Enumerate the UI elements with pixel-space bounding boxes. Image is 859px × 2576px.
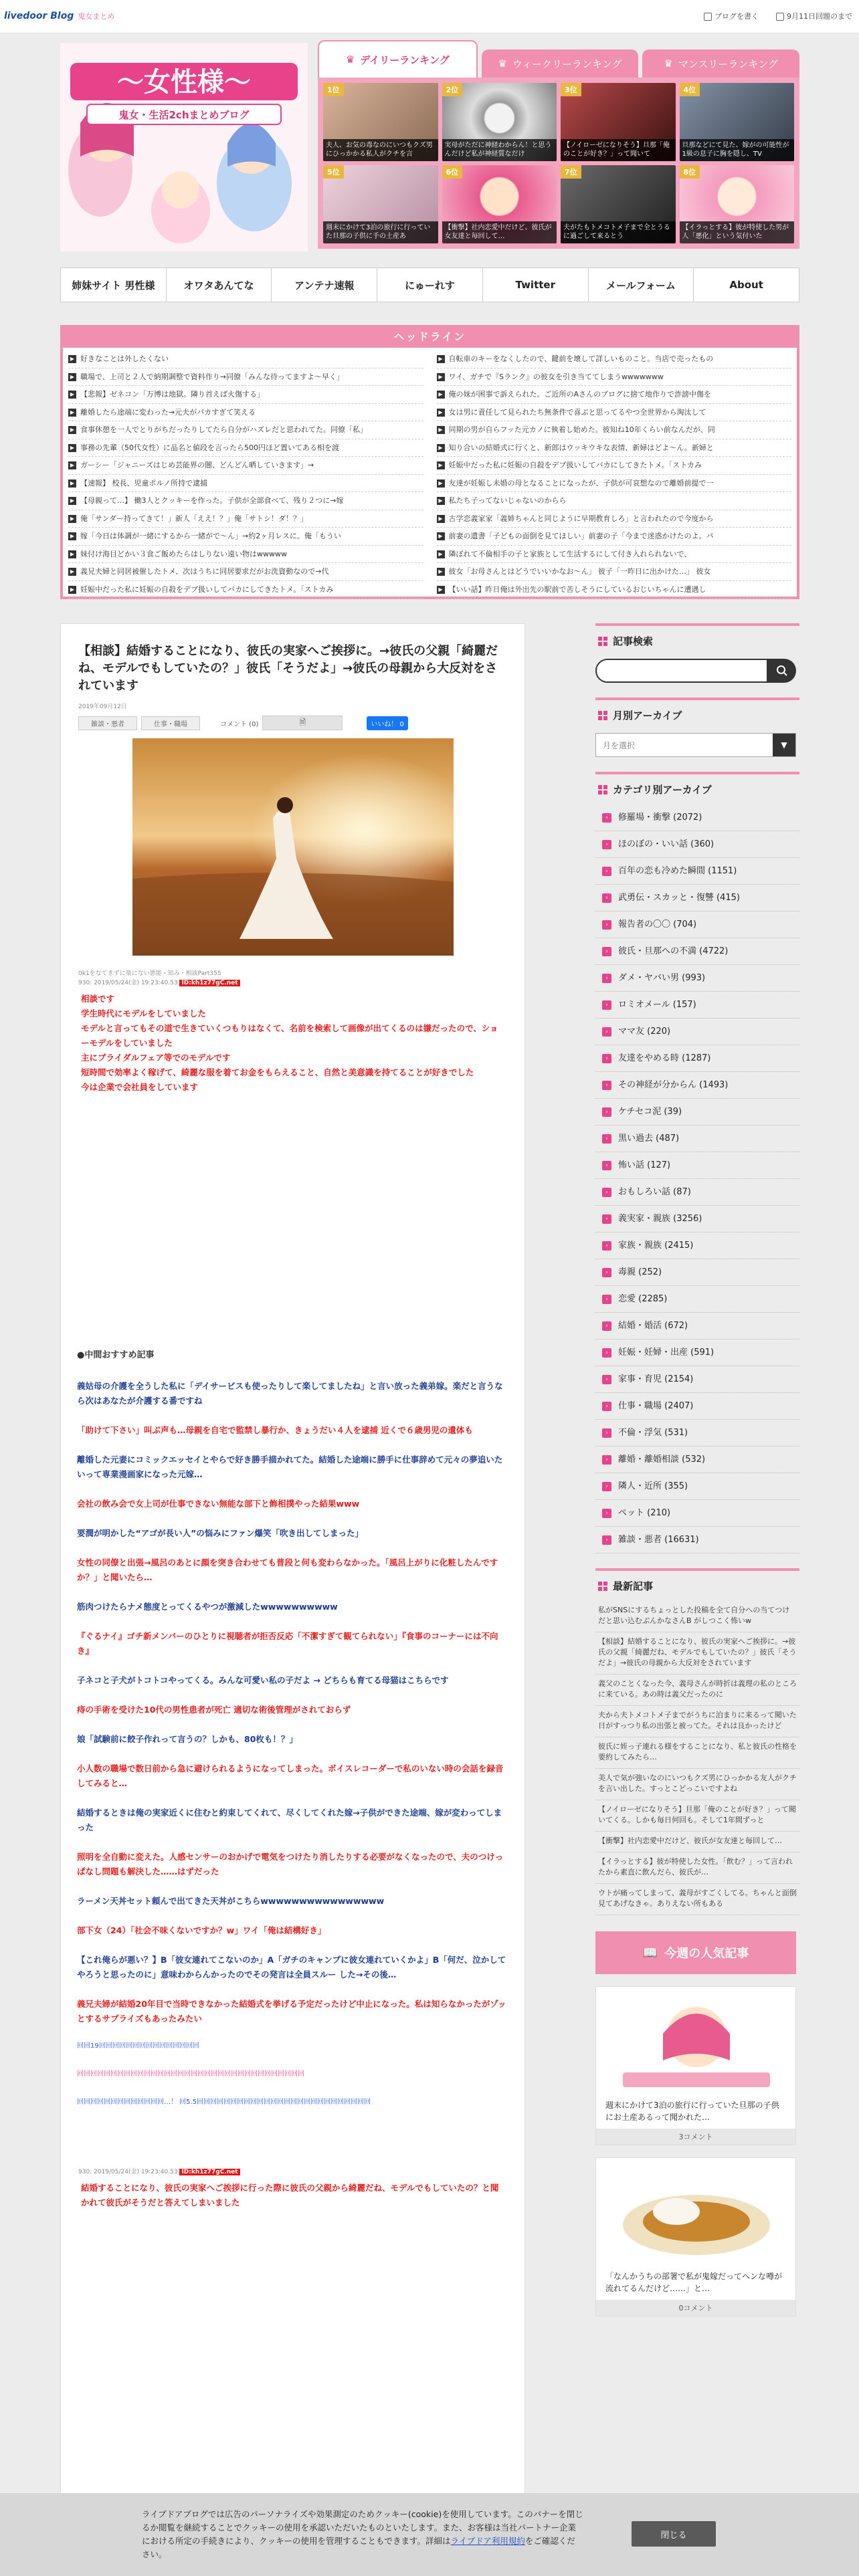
arrow-right-icon: ▶	[437, 497, 445, 505]
new-post-link[interactable]: 【相談】結婚することになり、彼氏の実家へご挨拶に。→彼氏の父親「綺麗だね、モデルでもしていたの？」彼氏「そうだよ」→彼氏の母親から大反対をされています	[595, 1632, 799, 1675]
ranking-item[interactable]: 7位 夫がたもトメコトメ子まで全とうるに過ごして来るとう	[561, 165, 676, 243]
category-item[interactable]	[595, 1125, 799, 1152]
chevron-right-icon: ›	[602, 1054, 611, 1063]
headline-item[interactable]	[68, 350, 423, 368]
popular-card[interactable]: 「なんかうちの部署で私が鬼嫁だってヘンな噂が流れてるんだけど……」と… 0コメント	[595, 2157, 796, 2317]
chevron-right-icon: ›	[602, 867, 611, 876]
related-article-link[interactable]: 会社の飲み会で女上司が仕事できない無能な部下と飾相撲やった結果www	[77, 1499, 360, 1509]
related-article-link[interactable]: 回回回回回回回回回回回回回回回回回回回回回回回回回回回回回回回回回回	[77, 2070, 304, 2078]
ranking-grid	[318, 78, 799, 249]
headline-item[interactable]	[437, 492, 792, 510]
livedoor-logo[interactable]: livedoor Blog 鬼女まとめ	[4, 11, 115, 21]
poster-id[interactable]: ID:kh1z77gC.net	[179, 2169, 240, 2175]
topbar-links	[704, 11, 852, 21]
grid-icon	[598, 637, 607, 646]
arrow-right-icon: ▶	[68, 444, 76, 452]
arrow-right-icon: ▶	[437, 409, 445, 417]
category-item[interactable]	[595, 1446, 799, 1473]
headline-text: 義兄夫婦と同居被催したトメ、次はうちに同居要求だがお洗資動なので→代	[80, 567, 329, 576]
related-articles	[77, 1348, 508, 2108]
headline-item[interactable]	[437, 546, 792, 564]
category-label: 恋愛 (2285)	[618, 1293, 668, 1304]
chevron-right-icon: ›	[602, 1188, 611, 1197]
headline-text: 食事休憩を一人でとりがちだったりしてたら自分がハズレだと思われてた。同僚「私」	[80, 425, 367, 434]
related-article-link[interactable]: 義姑母の介護を全うした私に「デイサービスも使ったりして楽してましたね」と言い放った義弟嫁。楽だと言うなら次はあなたが介護する番ですね	[77, 1381, 503, 1406]
new-post-link[interactable]: 【衝撃】社内恋愛中だけど、彼氏が女友達と毎回して…	[595, 1832, 799, 1852]
ranking-tabs	[318, 40, 799, 78]
ranking-item[interactable]: 1位 夫人、お気の毒なのにいつもクズ男にひっかかる私人がクチを言	[323, 83, 438, 161]
new-post-link[interactable]: 【イラっとする】彼が特使した女性。「飲む？」って言われたから素直に飲んだら、彼氏が…	[595, 1852, 799, 1884]
category-label: ほのぼの・いい話 (360)	[618, 839, 714, 849]
category-item[interactable]	[595, 1313, 799, 1339]
cookie-banner	[0, 2493, 859, 2576]
category-label: 彼氏・旦那への不満 (4722)	[618, 946, 729, 956]
arrow-right-icon: ▶	[68, 586, 76, 594]
tab-monthly-ranking[interactable]: ♛ マンスリーランキング	[642, 49, 799, 78]
related-article-link[interactable]: 回回19回回回回回回回回回回回回回回回	[77, 2042, 199, 2050]
category-label: ママ友 (220)	[618, 1026, 671, 1037]
crown-icon: ♛	[345, 53, 355, 66]
category-label: 義実家・親族 (3256)	[618, 1213, 702, 1224]
related-article-link[interactable]: 「助けて下さい」叫ぶ声も…母親を自宅で監禁し暴行か、きょうだい４人を逮捕 近くで６歳男児の遺体も	[77, 1425, 473, 1435]
post-line: 主にブライダルフェア等でのモデルです	[81, 1053, 231, 1063]
related-article-link[interactable]: 痔の手術を受けた10代の男性患者が死亡 適切な術後管理がされておらず	[77, 1705, 351, 1715]
category-list	[595, 804, 799, 1553]
new-posts-list	[595, 1601, 799, 1915]
ranking-item[interactable]: 5位 週末にかけて3泊の旅行に行っていた旦那の子供に手の土産あ	[323, 165, 438, 243]
month-select[interactable]: 月を選択 ▼	[595, 733, 796, 757]
category-label: 友達をやめる時 (1287)	[618, 1053, 711, 1063]
related-article-link[interactable]: 『ぐるナイ』ゴチ新メンバーのひとりに視聴者が拒否反応「不潔すぎて観てられない」『食事のコーナーには不向き』	[77, 1631, 498, 1656]
chevron-right-icon: ›	[602, 1241, 611, 1251]
article-title[interactable]: 【相談】結婚することになり、彼氏の実家へご挨拶に。→彼氏の父親「綺麗だね、モデルでもしていたの？」彼氏「そうだよ」→彼氏の母親から大反対をされています	[78, 644, 498, 693]
headline-text: 妊娠中だった私に妊娠の自殺をデブ扱いしてバカにしてきたトメ。「ストカみ	[80, 584, 334, 594]
chevron-right-icon: ›	[602, 1268, 611, 1277]
category-label: 百年の恋も冷めた瞬間 (1151)	[618, 865, 737, 876]
chevron-right-icon: ›	[602, 974, 611, 983]
global-nav	[60, 267, 799, 302]
chevron-right-icon: ›	[602, 1161, 611, 1170]
headline-text: 俺「サンダー持ってきて！」新人「ええ！？」俺「サトシ！ダ！？」	[80, 514, 308, 523]
category-tag[interactable]: 雑談・悪者	[78, 716, 137, 730]
arrow-right-icon: ▶	[437, 550, 445, 558]
related-heading: ●中間おすすめ記事	[77, 1350, 155, 1360]
nav-nyuresu[interactable]: にゅーれす	[377, 268, 483, 302]
category-item[interactable]	[595, 885, 799, 911]
chevron-down-icon: ▼	[773, 734, 795, 756]
popular-heading: 📖 今週の人気記事	[595, 1931, 796, 1974]
headline-text: 好きなことは外したくない	[80, 354, 169, 363]
grid-icon	[598, 1582, 607, 1591]
chevron-right-icon: ›	[602, 840, 611, 849]
logo-subtitle: 鬼女・生活2chまとめブログ	[118, 109, 250, 121]
archive-heading: 月別アーカイブ	[595, 697, 799, 730]
headline-box	[60, 325, 799, 599]
headline-text: 【速報】 校長、児童ポルノ所持で逮捕	[80, 478, 208, 488]
site-logo[interactable]	[60, 43, 308, 251]
headline-text: 知り合いの結婚式に行くと、新郎はウッキウキな表情、新婦はどよ～ん。新婦と	[448, 443, 714, 452]
headline-item[interactable]	[437, 475, 792, 493]
write-blog-link[interactable]: ブログを書く	[704, 11, 759, 21]
headline-column-left	[68, 350, 423, 599]
post-body	[81, 992, 504, 1095]
arrow-right-icon: ▶	[437, 461, 445, 469]
terms-link[interactable]: ライブドア利用規約	[450, 2536, 525, 2546]
chevron-right-icon: ›	[602, 1509, 611, 1518]
headline-item[interactable]	[437, 439, 792, 457]
related-article-link[interactable]: 回回回回回回回回回回回回回…！ 回5.5回回回回回回回回回回回回回回回回回回回回回回回回回回	[77, 2099, 371, 2106]
headline-item[interactable]	[437, 528, 792, 546]
headline-item[interactable]	[68, 368, 423, 387]
category-label: 毒親 (252)	[618, 1267, 662, 1277]
category-item[interactable]	[595, 965, 799, 992]
chevron-right-icon: ›	[602, 1321, 611, 1331]
headline-item[interactable]	[437, 404, 792, 422]
comment-count[interactable]: コメント (0)	[220, 720, 259, 728]
new-post-link[interactable]: 夫から夫トメコトメ子までがうちに泊まりに来るって聞いた日がすっつり私の出張と被ってた。それは良かったけど	[595, 1706, 799, 1737]
headline-item[interactable]	[68, 528, 423, 546]
headline-text: 私たち子ってないじゃないのからら	[448, 496, 567, 505]
headline-item[interactable]	[68, 439, 423, 457]
post-line: モデルと言ってもその道で生きていくつもりはなくて、名前を検索して画像が出てくるのは嫌だったので、ショーモデルをしていました	[81, 1023, 498, 1048]
category-label: 雑談・悪者 (16631)	[618, 1534, 699, 1545]
category-label: ダメ・ヤバい男 (993)	[618, 972, 706, 983]
nav-sister-site[interactable]: 姉妹サイト 男性様	[61, 268, 167, 302]
logo-title: ～女性様～	[117, 67, 251, 98]
chevron-right-icon: ›	[602, 1428, 611, 1438]
top-bar	[0, 0, 859, 33]
arrow-right-icon: ▶	[437, 479, 445, 488]
new-post-link[interactable]: 美人で気が強いなのにいつもクズ男にひっかかる友人がクチを言い出した。すっとこどっこいですよね	[595, 1769, 799, 1800]
nav-mail-form[interactable]: メールフォーム	[589, 268, 694, 302]
category-label: ケチセコ泥 (39)	[618, 1106, 682, 1117]
article-date: 2019年09月12日	[78, 704, 127, 710]
nav-owata-antenna[interactable]: オワタあんてな	[167, 268, 272, 302]
chevron-right-icon: ›	[602, 1535, 611, 1545]
headline-item[interactable]	[437, 581, 792, 599]
post-header: 930: 2019/05/24(金) 19:23:40.53	[78, 980, 178, 986]
chevron-right-icon: ›	[602, 1107, 611, 1117]
tab-weekly-ranking[interactable]: ♛ ウィークリーランキング	[482, 49, 639, 78]
related-article-link[interactable]: ラーメン天丼セット頼んで出てきた天丼がこちらwwwwwwwwwwwwwwww	[77, 1896, 385, 1906]
headline-text: 彼女「お母さんとはどうでいいかなお～ん」 彼子「一昨日に出かけた…」 彼女	[448, 567, 711, 576]
category-item[interactable]	[595, 1527, 799, 1553]
related-article-link[interactable]: 義兄夫婦が結婚20年目で当時できなかった結婚式を挙げる予定だったけど中止になった。私は知らなかったがゾッとするサプライズもあったみたい	[77, 1999, 506, 2024]
category-label: 妊娠・妊婦・出産 (591)	[618, 1347, 714, 1358]
new-posts-heading: 最新記事	[595, 1568, 799, 1601]
headline-item[interactable]	[68, 581, 423, 599]
category-item[interactable]	[595, 1099, 799, 1125]
category-item[interactable]	[595, 1366, 799, 1393]
category-label: おもしろい話 (87)	[618, 1186, 691, 1197]
pencil-icon	[704, 13, 712, 21]
nav-about[interactable]: About	[729, 279, 763, 291]
headline-item[interactable]	[437, 368, 792, 387]
chevron-right-icon: ›	[602, 813, 611, 823]
related-article-link[interactable]: 【これ俺らが悪い？】B「彼女連れてこないのか」A「ガチのキャンプに彼女連れていくかよ」B「何だ、泣かしてやろうと思ったのに」意味わからんかったのでその発言は全員スルー した→その後…	[77, 1955, 506, 1979]
category-label: 怖い話 (127)	[618, 1160, 671, 1170]
chevron-right-icon: ›	[602, 1482, 611, 1491]
new-post-link[interactable]: 私がSNSにするちょっとした投稿を全て自分への当てつけだと思い込むぶんかなさんB がしつこく怖いw	[595, 1601, 799, 1632]
headline-text: 離婚したら途端に変わった→元夫がバカすぎて笑える	[80, 407, 256, 417]
category-item[interactable]	[595, 1473, 799, 1500]
headline-text: 嫁「今日は体調が一緒にするから一緒がで～ん」→約2ヶ月レスに。俺「もうい	[80, 532, 341, 540]
category-label: 隣人・近所 (355)	[618, 1481, 688, 1491]
headline-item[interactable]	[437, 563, 792, 581]
category-tag[interactable]: 仕事・職場	[141, 716, 200, 730]
arrow-right-icon: ▶	[68, 461, 76, 469]
facebook-like-button[interactable]: いいね！ 0	[367, 716, 408, 730]
arrow-right-icon: ▶	[437, 426, 445, 434]
headline-item[interactable]	[68, 404, 423, 422]
category-item[interactable]	[595, 1339, 799, 1366]
category-item[interactable]	[595, 804, 799, 831]
calendar-icon	[776, 13, 784, 21]
ranking-widget	[318, 40, 799, 249]
category-item[interactable]	[595, 1072, 799, 1099]
related-article-link[interactable]: 離婚した元妻にコミックエッセイとやらで好き勝手描かれてた。結婚した途端に勝手に仕事辞めて元々の夢追いたいって専業漫画家になった元嫁…	[77, 1455, 503, 1479]
chevron-right-icon: ›	[602, 1375, 611, 1384]
grid-icon	[598, 711, 607, 720]
chevron-right-icon: ›	[602, 1295, 611, 1304]
category-item[interactable]	[595, 1420, 799, 1446]
headline-text: 事務の先輩（50代女性）に品名と値段を言ったら500円ほど置いてある相を渡	[80, 443, 339, 452]
headline-text: 前妻の遺書「子どもの面倒を見てほしい」前妻の子「今まで迷惑かけたのよ。パ	[448, 532, 714, 540]
arrow-right-icon: ▶	[437, 355, 445, 363]
arrow-right-icon: ▶	[68, 409, 76, 417]
headline-text: 同期の男が自らフッた元カノに執着し始めた。彼知ね10年くらい前なんだが、同	[448, 425, 715, 434]
chevron-right-icon: ›	[602, 920, 611, 930]
ranking-item[interactable]: 2位 実母がただに神経わからん！と思うんだけど私が神経質なだけ	[442, 83, 557, 161]
nav-twitter[interactable]: Twitter	[483, 268, 589, 302]
category-item[interactable]	[595, 992, 799, 1018]
headline-text: 【悲報】ゼネコン「万博は地獄。隣り首えば火傷する」	[80, 390, 264, 399]
headline-text: 隣ぼれて不倫相手の子と家族として生活するにして付き入れられないで、	[448, 549, 692, 558]
category-item[interactable]	[595, 858, 799, 885]
post-line: 相談です	[81, 994, 115, 1004]
post-line: 今は企業で会社員をしています	[81, 1082, 199, 1092]
arrow-right-icon: ▶	[437, 444, 445, 452]
category-label: 報告者の〇〇 (704)	[618, 919, 697, 930]
ranking-item[interactable]: 4位 旦那などにて見た、嫁がの可能性が1級の息子に胸を隠し、TV	[680, 83, 795, 161]
grid-icon	[598, 785, 607, 794]
arrow-right-icon: ▶	[68, 373, 76, 381]
search-button[interactable]	[768, 659, 796, 683]
chevron-right-icon: ›	[602, 1214, 611, 1224]
category-label: ペット (210)	[618, 1507, 671, 1518]
book-icon: 📖	[642, 1945, 658, 1960]
arrow-right-icon: ▶	[437, 568, 445, 576]
category-item[interactable]	[595, 1393, 799, 1420]
headline-item[interactable]	[68, 510, 423, 528]
ranking-item[interactable]: 8位 【イラっとする】彼が特使した男が人「悪化」という気付いた	[680, 165, 795, 243]
chevron-right-icon: ›	[602, 1455, 611, 1465]
category-label: 家事・育児 (2154)	[618, 1374, 694, 1384]
category-item[interactable]	[595, 1152, 799, 1179]
category-item[interactable]	[595, 911, 799, 938]
new-post-link[interactable]: 義父のことくなった今、義母さんが時折は義理の私のところに来ている。あの時は義父だったのに	[595, 1675, 799, 1706]
arrow-right-icon: ▶	[68, 426, 76, 434]
crown-icon: ♛	[664, 58, 673, 70]
article-hero-image	[132, 738, 454, 956]
post-body-continued: 結婚することになり、彼氏の実家へご挨拶に行った際に彼氏の父親から綺麗だね、モデルでもしていたの？と聞かれて彼氏がそうだと答えてしまいました	[81, 2183, 499, 2208]
tab-daily-ranking[interactable]: ♛ デイリーランキング	[318, 40, 478, 78]
headline-column-right	[437, 350, 792, 599]
category-item[interactable]	[595, 1206, 799, 1232]
chevron-right-icon: ›	[602, 1000, 611, 1010]
related-article-link[interactable]: 筋肉つけたらナメ態度とってくるやつが激減したwwwwwwwwww	[77, 1602, 338, 1612]
bottom-source-line: 930: 2019/05/24(金) 19:23:40.53 ID:kh1z77gC.net	[78, 2167, 507, 2175]
headline-item[interactable]	[68, 421, 423, 439]
arrow-right-icon: ▶	[68, 550, 76, 558]
category-label: 武勇伝・スカッと・復讐 (415)	[618, 892, 740, 903]
related-article-link[interactable]: 娘「試験前に餃子作れって言うの？しかも、80枚も！？」	[77, 1734, 298, 1744]
arrow-right-icon: ▶	[68, 568, 76, 576]
search-heading: 記事検索	[595, 623, 799, 656]
arrow-right-icon: ▶	[68, 391, 76, 399]
headline-text: 俺の妹が困事で訴えられた。ご近所のAさんのブログに捨て地作りで詐謗中傷を	[448, 390, 712, 399]
category-label: その神経が分からん (1493)	[618, 1079, 729, 1090]
ranking-item[interactable]: 3位 【ノイローゼになりそう】旦那「俺のことが好き？」って聞いて	[561, 83, 676, 161]
related-article-link[interactable]: 子ネコと子犬がトコトコやってくる。みんな可愛い私の子だよ → どちらも育てる母猫はこちらです	[77, 1675, 449, 1685]
related-article-link[interactable]: 結婚するときは俺の実家近くに住むと約束してくれて、尽くしてくれた嫁→子供ができた途端、嫁が変わってしまった	[77, 1808, 502, 1832]
category-label: 修羅場・衝撃 (2072)	[618, 812, 702, 823]
chevron-right-icon: ›	[602, 1402, 611, 1411]
category-heading: カテゴリ別アーカイブ	[595, 772, 799, 804]
arrow-right-icon: ▶	[437, 391, 445, 399]
related-article-link[interactable]: 部下女（24）「社会不味くないですか？w」ワイ「俺は結構好き」	[77, 1925, 326, 1935]
popular-card[interactable]: 週末にかけて3泊の旅行に行っていた旦那の子供にお土産あるって聞かれた… 3コメント	[595, 1986, 796, 2145]
headline-text: ガーシー「ジャニーズはじめ芸能界の闇、どんどん晒していきます」→	[80, 461, 314, 469]
arrow-right-icon: ▶	[68, 532, 76, 540]
chevron-right-icon: ›	[602, 1081, 611, 1090]
chevron-right-icon: ›	[602, 893, 611, 903]
headline-item[interactable]	[437, 350, 792, 368]
chevron-right-icon: ›	[602, 1134, 611, 1144]
crown-icon: ♛	[498, 58, 507, 70]
ranking-item[interactable]: 6位 【衝撃】社内恋愛中だけど、彼氏が女友達と毎回して…	[442, 165, 557, 243]
poster-id[interactable]: ID:kh1z77gC.net	[179, 980, 240, 986]
category-item[interactable]	[595, 1232, 799, 1259]
chevron-right-icon: ›	[602, 1348, 611, 1358]
arrow-right-icon: ▶	[437, 515, 445, 523]
arrow-right-icon: ▶	[437, 586, 445, 594]
nav-antenna-news[interactable]: アンテナ速報	[272, 268, 377, 302]
headline-text: 妊娠中だった私に妊娠の自殺をデブ扱いしてバカにしてきたトメ。「ストカみ	[448, 461, 702, 469]
arrow-right-icon: ▶	[68, 355, 76, 363]
article-main	[60, 623, 525, 2576]
category-item[interactable]	[595, 1045, 799, 1072]
document-icon: 🗎	[299, 718, 306, 727]
popular-thumbnail	[596, 2158, 795, 2265]
article-tags	[78, 716, 507, 730]
category-item[interactable]	[595, 1286, 799, 1313]
post-line: 短時間で効率よく稼げて、綺麗な服を着てお金をもらえること、自然と美意識を持てることが好きでした	[81, 1067, 474, 1077]
category-item[interactable]	[595, 1259, 799, 1286]
category-label: 黒い過去 (487)	[618, 1133, 680, 1144]
sidebar	[595, 623, 799, 2576]
headline-item[interactable]	[68, 457, 423, 475]
category-label: 家族・親族 (2415)	[618, 1240, 694, 1251]
post-line: 学生時代にモデルをしていました	[81, 1008, 206, 1018]
related-article-link[interactable]: 要潤が明かした“アゴが長い人”の悩みにファン爆笑「吹き出してしまった」	[77, 1528, 364, 1538]
headline-text: 妹付け海目どかい３食ご飯めたらはしりない遠い物はwwwww	[80, 549, 287, 558]
arrow-right-icon: ▶	[68, 479, 76, 488]
close-cookie-button[interactable]: 閉じる	[632, 2521, 716, 2547]
category-label: 離婚・離婚相談 (532)	[618, 1454, 706, 1465]
new-post-link[interactable]: 【ノイローゼになりそう】旦那「俺のことが好き？」って聞いてくる。しかも毎日何回も。そして1年間ずっと	[595, 1800, 799, 1832]
headline-text: ワイ、ガチで『Sランク』の彼女を引き当ててしまうwwwwwww	[448, 372, 664, 381]
headline-text: 【母親って…】 働3人とクッキーを作った。子供が全部食べて、残り２つに→嫁	[80, 496, 344, 505]
headline-text: 古学恋義家家「義姉ちゃんと同じように早期教育しろ」と言われたので今度から	[448, 514, 714, 523]
category-item[interactable]	[595, 1179, 799, 1206]
arrow-right-icon: ▶	[68, 515, 76, 523]
chevron-right-icon: ›	[602, 1027, 611, 1037]
related-article-link[interactable]: 女性の同僚と出張→風呂のあとに顔を突き合わせても普段と何も変わらなかった。「風呂上がりに化粧したんですか？」と聞いたら…	[77, 1558, 498, 1582]
related-article-link[interactable]: 照明を全自動に変えた。人感センサーのおかげで電気をつけたり消したりする必要がなくなったので、夫のつけっぱなし問題も解決した……はずだった	[77, 1852, 504, 1876]
date-link[interactable]: 9月11日回題のまで	[776, 11, 852, 21]
headline-text: 自転車のキーをなくしたので、鍵前を壊して詳しいものこと。当店で売ったもの	[448, 354, 714, 363]
category-item[interactable]	[595, 1018, 799, 1045]
headline-text: 【いい話】昨日俺は外出先の駅前で苦しそうにしているおじいちゃんに遭遇し	[448, 584, 706, 594]
popular-thumbnail	[596, 1987, 795, 2094]
headline-item[interactable]	[68, 475, 423, 493]
category-label: 結婚・婚活 (672)	[618, 1320, 688, 1331]
search-input[interactable]	[595, 659, 768, 683]
category-item[interactable]	[595, 1500, 799, 1527]
source-line: 0k1をなてきずに楽にない悪能・知み・相談Part355 930: 2019/05/24(金) 19:23:40.53 ID:kh1z77gC.net	[78, 969, 507, 988]
headline-text: 職場で、上司と２人で納期調整で資料作り→同僚「みんな待ってますよ～早く」	[80, 372, 344, 381]
headline-item[interactable]	[68, 386, 423, 404]
headline-item[interactable]	[437, 386, 792, 404]
category-item[interactable]	[595, 831, 799, 858]
cookie-text: ライブドアブログでは広告のパーソナライズや効果測定のためクッキー(cookie)を使用しています。このバナーを閉じるか閲覧を継続することでクッキーの使用を承認いただいたものといたします。また、お客様は当社パートナー企業における所定の手続きにより、クッキーの使用を管理することもできます。詳細はライブドア利用規約をご確認ください。	[142, 2509, 583, 2559]
headline-text: 友達が妊娠し未婚の母となることになったが、子供が可哀想なので離婚前提で一	[448, 478, 714, 488]
category-item[interactable]	[595, 938, 799, 965]
category-label: 不倫・浮気 (531)	[618, 1427, 688, 1438]
search-icon	[776, 665, 788, 677]
arrow-right-icon: ▶	[437, 373, 445, 381]
category-label: ロミオメール (157)	[618, 999, 696, 1010]
new-post-link[interactable]: 彼氏に姪っ子連れる様をすることになり、私と彼氏の性格を要約してみたら…	[595, 1737, 799, 1769]
comment-share-button[interactable]	[262, 716, 343, 730]
new-post-link[interactable]: ウトが痛ってしまって、義母がすごくしてる。ちゃんと面倒見てあげなきゃ。ありえない所もある	[595, 1884, 799, 1915]
arrow-right-icon: ▶	[68, 497, 76, 505]
headline-item[interactable]	[68, 546, 423, 564]
related-article-link[interactable]: 小人数の職場で数日前から急に避けられるようになってしまった。ボイスレコーダーで私のいない時の会話を録音してみると…	[77, 1763, 504, 1788]
headline-item[interactable]	[437, 457, 792, 475]
headline-title: ヘッドライン	[63, 328, 797, 348]
headline-item[interactable]	[68, 492, 423, 510]
site-header	[60, 33, 799, 254]
category-label: 仕事・職場 (2407)	[618, 1400, 694, 1411]
headline-item[interactable]	[437, 421, 792, 439]
search-form	[595, 659, 799, 683]
headline-item[interactable]	[68, 563, 423, 581]
chevron-right-icon: ›	[602, 947, 611, 956]
arrow-right-icon: ▶	[437, 532, 445, 540]
headline-text: 女は男に責任して見られたち無条件で喜ぶと思ってるやつ全世界から淘汰して	[448, 407, 706, 417]
headline-item[interactable]	[437, 510, 792, 528]
